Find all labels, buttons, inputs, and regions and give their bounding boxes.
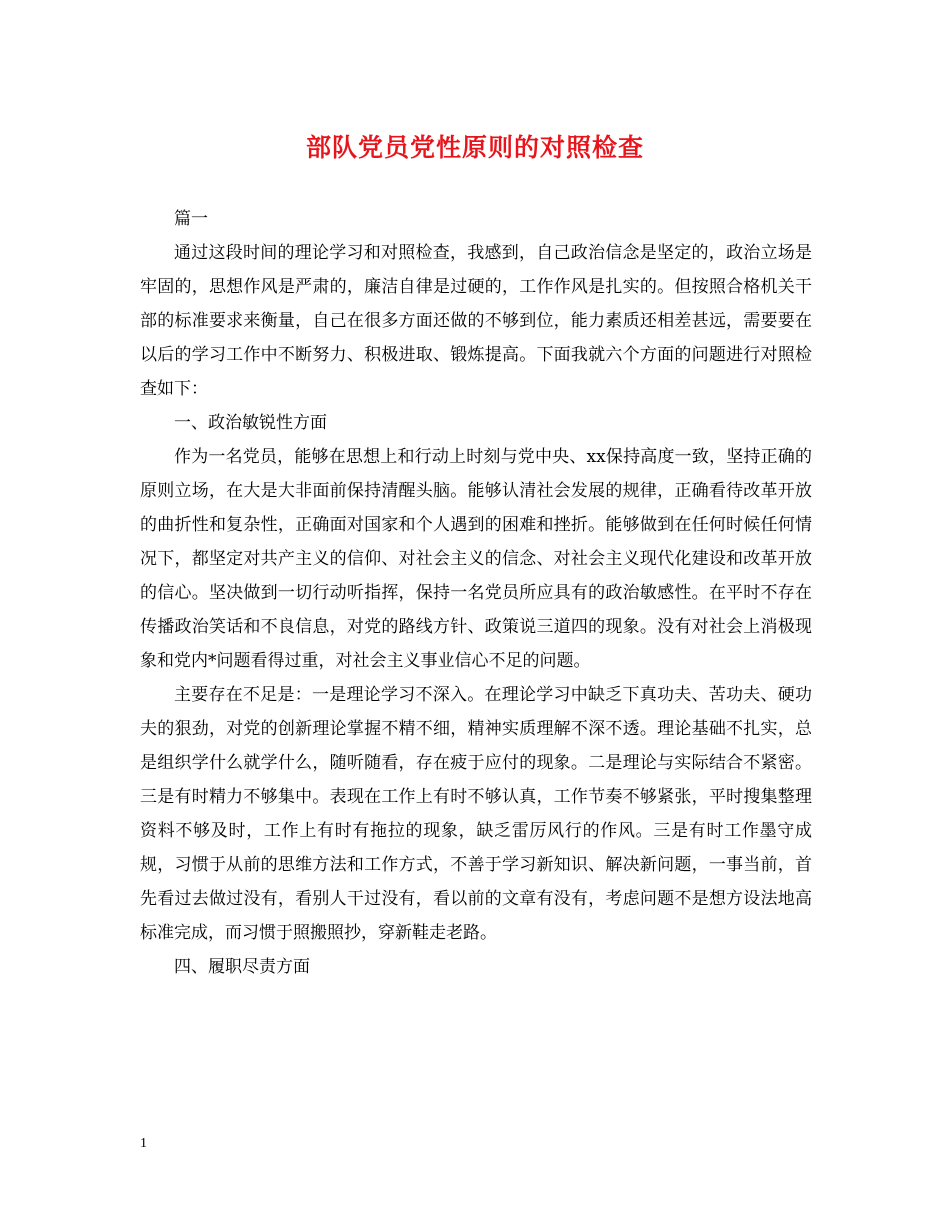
section-heading: 一、政治敏锐性方面	[174, 413, 327, 433]
paragraph-intro: 通过这段时间的理论学习和对照检查，我感到，自己政治信念是坚定的，政治立场是牢固的，思想作风是严肃的，廉洁自律是过硬的，工作作风是扎实的。但按照合格机关干部的标准要求来衡量，自己在很多方面还做的不够到位，能力素质还相差甚远，需要要在以后的学习工作中不断努力、积极进取、锻炼提高。下面我就六个方面的问题进行对照检查如下：	[140, 243, 812, 399]
paragraph: 主要存在不足是：一是理论学习不深入。在理论学习中缺乏下真功夫、苦功夫、硬功夫的狠劲，对党的创新理论掌握不精不细，精神实质理解不深不透。理论基础不扎实，总是组织学什么就学什么，随听随看，存在疲于应付的现象。二是理论与实际结合不紧密。三是有时精力不够集中。表现在工作上有时不够认真，工作节奏不够紧张，平时搜集整理资料不够及时，工作上有时有拖拉的现象，缺乏雷厉风行的作风。三是有时工作墨守成规，习惯于从前的思维方法和工作方式，不善于学习新知识、解决新问题，一事当前，首先看过去做过没有，看别人干过没有，看以前的文章有没有，考虑问题不是想方设法地高标准完成，而习惯于照搬照抄，穿新鞋走老路。	[140, 685, 812, 943]
section-label: 篇一	[174, 209, 208, 229]
paragraph: 作为一名党员，能够在思想上和行动上时刻与党中央、xx保持高度一致，坚持正确的原则立场，在大是大非面前保持清醒头脑。能够认清社会发展的规律，正确看待改革开放的曲折性和复杂性，正确面对国家和个人遇到的困难和挫折。能够做到在任何时候任何情况下，都坚定对共产主义的信仰、对社会主义的信念、对社会主义现代化建设和改革开放的信心。坚决做到一切行动听指挥，保持一名党员所应具有的政治敏感性。在平时不存在传播政治笑话和不良信息，对党的路线方针、政策说三道四的现象。没有对社会上消极现象和党内*问题看得过重，对社会主义事业信心不足的问题。	[140, 447, 812, 671]
section-heading: 四、履职尽责方面	[174, 957, 310, 977]
document-title: 部队党员党性原则的对照检查	[305, 133, 644, 162]
page-number: 1	[140, 1136, 147, 1151]
document-body	[140, 202, 812, 984]
